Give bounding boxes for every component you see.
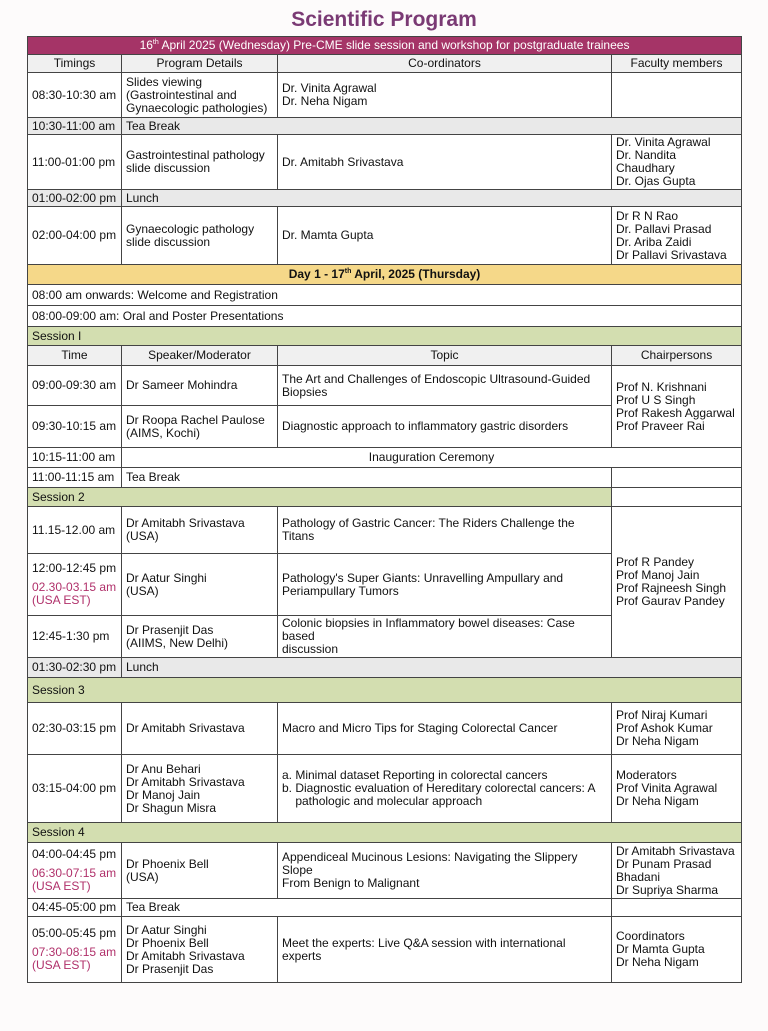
session-label: Session 4 bbox=[28, 823, 742, 843]
time-cell: 10:15-11:00 am bbox=[28, 448, 122, 468]
time-cell: 04:00-04:45 pm 06:30-07:15 am (USA EST) bbox=[28, 843, 122, 899]
topic-cell: Macro and Micro Tips for Staging Colorectal Cancer bbox=[278, 703, 612, 755]
chairpersons-cell: Moderators Prof Vinita Agrawal Dr Neha Nigam bbox=[612, 755, 742, 823]
table-row bbox=[28, 285, 742, 306]
break-cell: Lunch bbox=[122, 658, 742, 678]
time-cell: 05:00-05:45 pm 07:30-08:15 am (USA EST) bbox=[28, 917, 122, 983]
time-cell: 03:15-04:00 pm bbox=[28, 755, 122, 823]
chairpersons-cell: Prof N. Krishnani Prof U S Singh Prof Rakesh Aggarwal Prof Praveer Rai bbox=[612, 366, 742, 448]
speaker-cell: Dr Prasenjit Das (AIIMS, New Delhi) bbox=[122, 616, 278, 658]
table-row bbox=[28, 73, 742, 118]
topic-cell: Appendiceal Mucinous Lesions: Navigating the Slippery Slope From Benign to Malignant bbox=[278, 843, 612, 899]
break-cell: Lunch bbox=[122, 190, 742, 207]
time-cell: 08:30-10:30 am bbox=[28, 73, 122, 118]
faculty-cell: Dr R N Rao Dr. Pallavi Prasad Dr. Ariba Zaidi Dr Pallavi Srivastava bbox=[612, 207, 742, 265]
details-cell: Gynaecologic pathology slide discussion bbox=[122, 207, 278, 265]
break-cell: Tea Break bbox=[122, 118, 742, 135]
table-row bbox=[28, 899, 742, 917]
column-header: Topic bbox=[278, 346, 612, 366]
session-label: Session 3 bbox=[28, 678, 742, 703]
session-row bbox=[28, 327, 742, 346]
program-table bbox=[27, 36, 742, 983]
time-cell: 04:45-05:00 pm bbox=[28, 899, 122, 917]
time-cell: 01:30-02:30 pm bbox=[28, 658, 122, 678]
time-cell: 11.15-12.00 am bbox=[28, 507, 122, 554]
column-header: Chairpersons bbox=[612, 346, 742, 366]
precme-banner: 16th April 2025 (Wednesday) Pre-CME slide session and workshop for postgraduate trainees bbox=[28, 37, 742, 55]
table-row bbox=[28, 190, 742, 207]
column-header: Faculty members bbox=[612, 55, 742, 73]
page-title: Scientific Program bbox=[291, 8, 477, 31]
table-row bbox=[28, 366, 742, 406]
column-header: Co-ordinators bbox=[278, 55, 612, 73]
topic-cell: a. Minimal dataset Reporting in colorectal cancers b. Diagnostic evaluation of Hereditary colorectal cancers: A pathologic and molecular approach bbox=[278, 755, 612, 823]
speaker-cell: Dr Roopa Rachel Paulose (AIMS, Kochi) bbox=[122, 406, 278, 448]
time-cell: 09:30-10:15 am bbox=[28, 406, 122, 448]
topic-cell: The Art and Challenges of Endoscopic Ultrasound-Guided Biopsies bbox=[278, 366, 612, 406]
speaker-cell: Dr Phoenix Bell (USA) bbox=[122, 843, 278, 899]
table-row bbox=[28, 448, 742, 468]
time-cell: 02:00-04:00 pm bbox=[28, 207, 122, 265]
time-cell: 10:30-11:00 am bbox=[28, 118, 122, 135]
table-row bbox=[28, 135, 742, 190]
speaker-cell: Dr Anu Behari Dr Amitabh Srivastava Dr Manoj Jain Dr Shagun Misra bbox=[122, 755, 278, 823]
precme-banner-row bbox=[28, 37, 742, 55]
session-row bbox=[28, 678, 742, 703]
topic-cell: Diagnostic approach to inflammatory gastric disorders bbox=[278, 406, 612, 448]
time-cell: 12:45-1:30 pm bbox=[28, 616, 122, 658]
time-cell: 02:30-03:15 pm bbox=[28, 703, 122, 755]
column-header: Program Details bbox=[122, 55, 278, 73]
speaker-cell: Dr Aatur Singhi (USA) bbox=[122, 554, 278, 616]
details-cell: Slides viewing (Gastrointestinal and Gynaecologic pathologies) bbox=[122, 73, 278, 118]
table-row bbox=[28, 468, 742, 488]
day1-banner-row bbox=[28, 265, 742, 285]
coordinators-cell: Dr. Mamta Gupta bbox=[278, 207, 612, 265]
time-cell: 11:00-11:15 am bbox=[28, 468, 122, 488]
column-header: Speaker/Moderator bbox=[122, 346, 278, 366]
speaker-cell: Dr Sameer Mohindra bbox=[122, 366, 278, 406]
table-row bbox=[28, 658, 742, 678]
table-row bbox=[28, 207, 742, 265]
session-label: Session 2 bbox=[28, 488, 612, 507]
table-row bbox=[28, 703, 742, 755]
column-header: Time bbox=[28, 346, 122, 366]
coordinators-cell: Dr. Amitabh Srivastava bbox=[278, 135, 612, 190]
time-cell: 11:00-01:00 pm bbox=[28, 135, 122, 190]
precme-header-row bbox=[28, 55, 742, 73]
table-row bbox=[28, 306, 742, 327]
column-header: Timings bbox=[28, 55, 122, 73]
details-cell: Gastrointestinal pathology slide discussion bbox=[122, 135, 278, 190]
speaker-cell: Dr Aatur Singhi Dr Phoenix Bell Dr Amitabh Srivastava Dr Prasenjit Das bbox=[122, 917, 278, 983]
chairpersons-cell: Coordinators Dr Mamta Gupta Dr Neha Nigam bbox=[612, 917, 742, 983]
poster-text: 08:00-09:00 am: Oral and Poster Presentations bbox=[28, 306, 742, 327]
speaker-cell: Dr Amitabh Srivastava bbox=[122, 703, 278, 755]
table-row bbox=[28, 755, 742, 823]
topic-cell: Meet the experts: Live Q&A session with international experts bbox=[278, 917, 612, 983]
empty-cell bbox=[612, 488, 742, 507]
time-cell: 09:00-09:30 am bbox=[28, 366, 122, 406]
break-cell: Tea Break bbox=[122, 899, 612, 917]
day1-header-row bbox=[28, 346, 742, 366]
table-row bbox=[28, 507, 742, 554]
table-row bbox=[28, 843, 742, 899]
chairpersons-cell: Prof R Pandey Prof Manoj Jain Prof Rajneesh Singh Prof Gaurav Pandey bbox=[612, 507, 742, 658]
session-row bbox=[28, 823, 742, 843]
table-row bbox=[28, 917, 742, 983]
inauguration-cell: Inauguration Ceremony bbox=[122, 448, 742, 468]
empty-cell bbox=[612, 468, 742, 488]
break-cell: Tea Break bbox=[122, 468, 612, 488]
day1-banner: Day 1 - 17th April, 2025 (Thursday) bbox=[28, 265, 742, 285]
chairpersons-cell: Dr Amitabh Srivastava Dr Punam Prasad Bhadani Dr Supriya Sharma bbox=[612, 843, 742, 899]
coordinators-cell: Dr. Vinita Agrawal Dr. Neha Nigam bbox=[278, 73, 612, 118]
table-row bbox=[28, 118, 742, 135]
session-row bbox=[28, 488, 742, 507]
chairpersons-cell: Prof Niraj Kumari Prof Ashok Kumar Dr Neha Nigam bbox=[612, 703, 742, 755]
topic-cell: Pathology of Gastric Cancer: The Riders Challenge the Titans bbox=[278, 507, 612, 554]
session-label: Session I bbox=[28, 327, 742, 346]
faculty-cell bbox=[612, 73, 742, 118]
speaker-cell: Dr Amitabh Srivastava (USA) bbox=[122, 507, 278, 554]
empty-cell bbox=[612, 899, 742, 917]
time-cell: 01:00-02:00 pm bbox=[28, 190, 122, 207]
topic-cell: Pathology's Super Giants: Unravelling Ampullary and Periampullary Tumors bbox=[278, 554, 612, 616]
time-cell: 12:00-12:45 pm 02.30-03.15 am (USA EST) bbox=[28, 554, 122, 616]
topic-cell: Colonic biopsies in Inflammatory bowel diseases: Case based discussion bbox=[278, 616, 612, 658]
welcome-text: 08:00 am onwards: Welcome and Registration bbox=[28, 285, 742, 306]
faculty-cell: Dr. Vinita Agrawal Dr. Nandita Chaudhary Dr. Ojas Gupta bbox=[612, 135, 742, 190]
